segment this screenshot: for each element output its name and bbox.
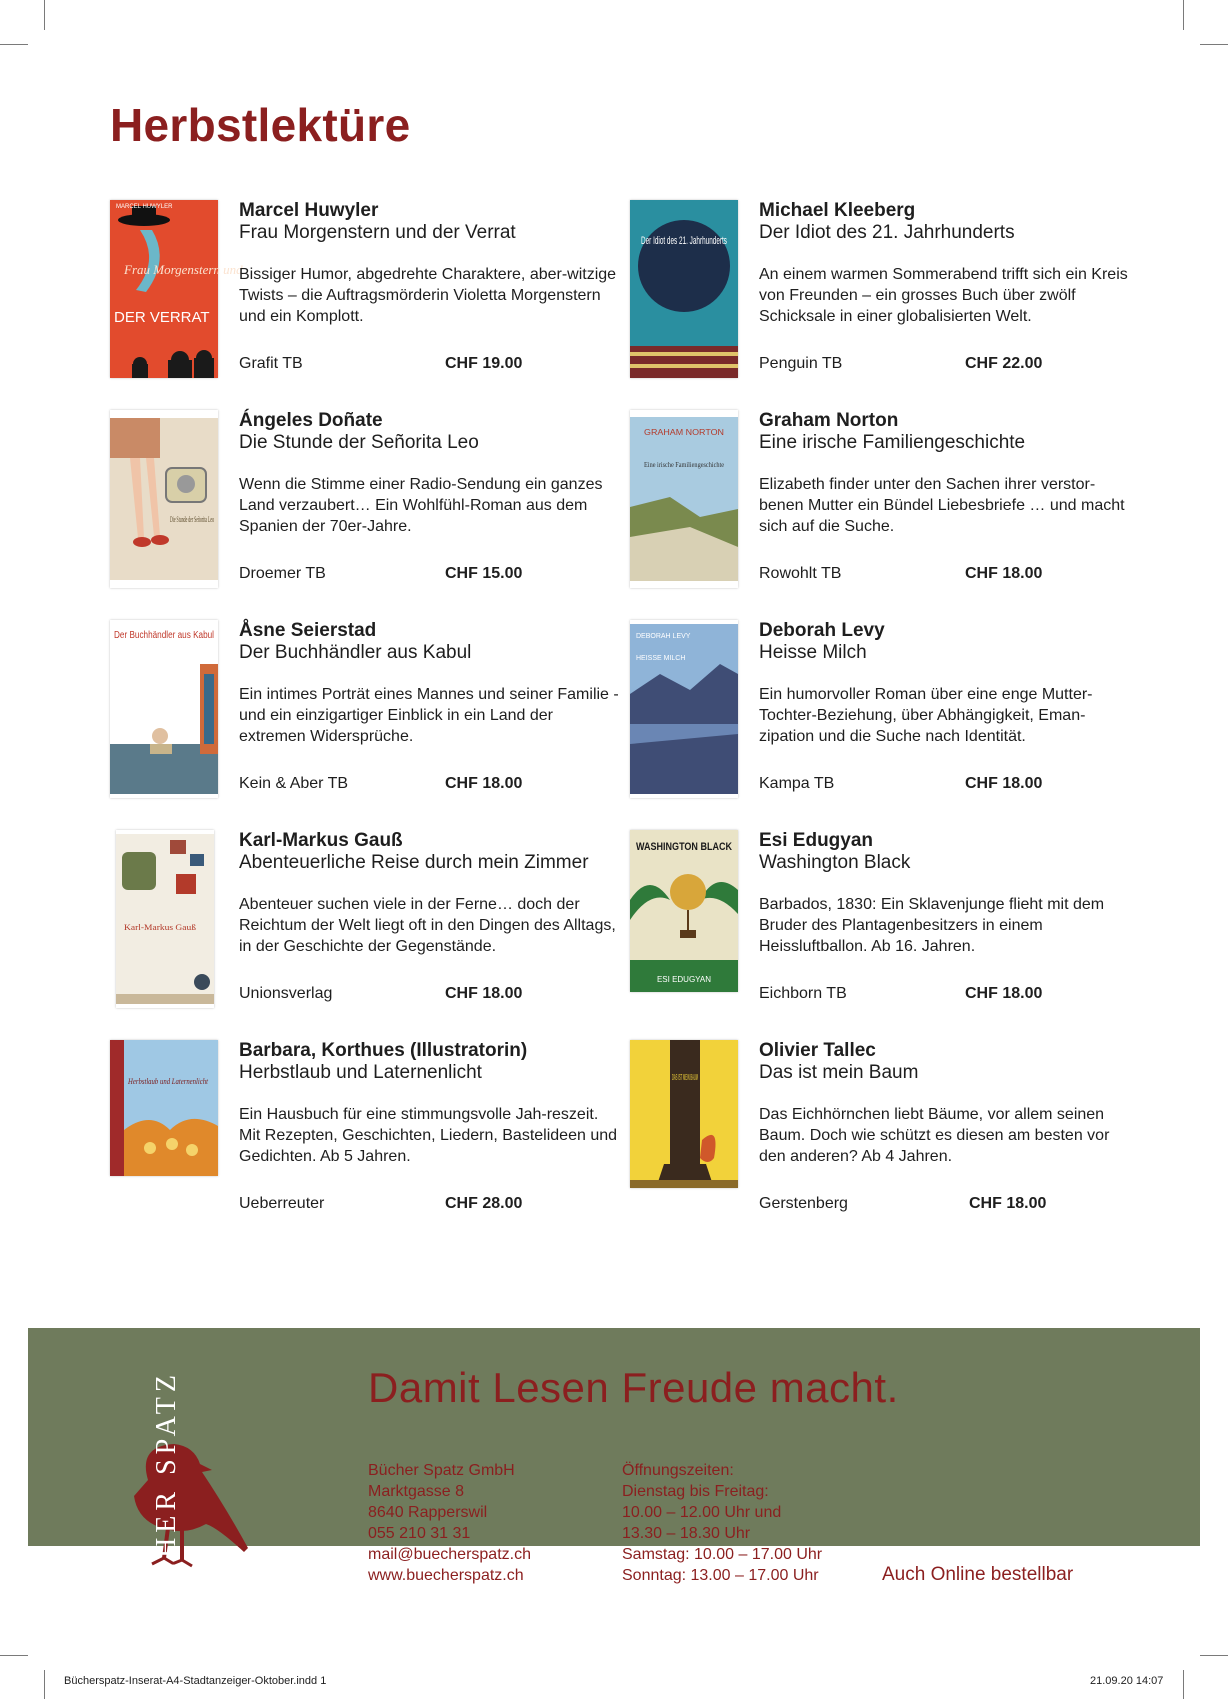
book-author: Esi Edugyan: [759, 830, 874, 851]
footer-panel: [28, 1328, 1200, 1585]
page-title: Herbstlektüre: [110, 99, 411, 151]
book-author: Michael Kleeberg: [759, 200, 916, 221]
book-title: Frau Morgenstern und der Verrat: [239, 222, 516, 243]
svg-text:Eine irische Familiengeschicht: Eine irische Familiengeschichte: [644, 461, 724, 469]
book-cover: [110, 1040, 218, 1176]
book-cover: [110, 200, 243, 378]
cover-illustration: [630, 200, 738, 378]
book-price: CHF 18.00: [969, 1195, 1047, 1212]
crop-mark: [0, 44, 28, 45]
book-description: Ein humorvoller Roman über eine enge Mutter-Tochter-Beziehung, über Abhängigkeit, Eman-zipation und die Suche nach Identität.: [759, 686, 1093, 745]
online-order-note: Auch Online bestellbar: [882, 1564, 1074, 1585]
book-price: CHF 18.00: [445, 775, 523, 792]
book-description: Abenteuer suchen viele in der Ferne… doch der Reichtum der Welt liegt oft in den Dingen des Alltags, in der Geschichte der Gegenstände.: [239, 896, 616, 955]
book-price: CHF 15.00: [445, 565, 523, 582]
book-cover: [630, 620, 738, 798]
print-slug-date: 21.09.20 14:07: [1090, 1675, 1164, 1687]
book-entry: [110, 1040, 630, 1230]
cover-illustration: [110, 1040, 218, 1176]
opening-hours: [622, 1460, 822, 1586]
book-title: Washington Black: [759, 852, 911, 873]
svg-text:Die Stunde der Señorita Leo: Die Stunde der Señorita Leo: [170, 515, 214, 524]
book-entry: [630, 410, 1150, 600]
book-author: Karl-Markus Gauß: [239, 830, 403, 851]
crop-mark: [1183, 1670, 1184, 1699]
svg-text:DER VERRAT: DER VERRAT: [114, 309, 210, 326]
svg-text:MARCEL HUWYLER: MARCEL HUWYLER: [116, 204, 173, 210]
book-cover: [110, 620, 218, 798]
address-line: Bücher Spatz GmbH: [368, 1462, 515, 1479]
book-title: Heisse Milch: [759, 642, 867, 663]
book-publisher: Unionsverlag: [239, 985, 333, 1002]
svg-text:Der Idiot des 21. Jahrhunderts: Der Idiot des 21. Jahrhunderts: [641, 235, 728, 247]
book-publisher: Rowohlt TB: [759, 565, 842, 582]
book-price: CHF 18.00: [965, 565, 1043, 582]
book-author: Graham Norton: [759, 410, 899, 431]
cover-illustration: [630, 830, 738, 992]
book-entry: [630, 620, 1150, 810]
print-slug-file: Bücherspatz-Inserat-A4-Stadtanzeiger-Oktober.indd 1: [64, 1675, 327, 1687]
book-entry: [110, 410, 630, 600]
cover-illustration: [630, 620, 738, 798]
book-description: Ein intimes Porträt eines Mannes und seiner Familie - und ein einzigartiger Einblick in ein Land der extremen Widersprüche.: [239, 686, 619, 745]
book-publisher: Droemer TB: [239, 565, 326, 582]
hours-line: 13.30 – 18.30 Uhr: [622, 1525, 751, 1542]
email-link[interactable]: mail@buecherspatz.ch: [368, 1546, 531, 1563]
book-cover: [630, 410, 738, 588]
book-author: Barbara, Korthues (Illustratorin): [239, 1040, 528, 1061]
book-publisher: Kein & Aber TB: [239, 775, 349, 792]
website-link[interactable]: www.buecherspatz.ch: [368, 1567, 524, 1584]
book-description: Wenn die Stimme einer Radio-Sendung ein ganzes Land verzaubert… Ein Wohlfühl-Roman aus dem Spanien der 70er-Jahre.: [239, 476, 603, 535]
book-title: Herbstlaub und Laternenlicht: [239, 1062, 482, 1083]
book-cover: [110, 410, 218, 588]
book-publisher: Grafit TB: [239, 355, 303, 372]
svg-text:WASHINGTON BLACK: WASHINGTON BLACK: [636, 841, 733, 853]
cover-illustration: [630, 410, 738, 588]
book-description: Ein Hausbuch für eine stimmungsvolle Jah-reszeit. Mit Rezepten, Geschichten, Liedern, Bastelideen und Gedichten. Ab 5 Jahren.: [239, 1106, 618, 1165]
cover-illustration: [116, 830, 214, 1008]
svg-text:Herbstlaub und Laternenlicht: Herbstlaub und Laternenlicht: [127, 1077, 209, 1086]
book-author: Ángeles Doñate: [239, 410, 383, 431]
book-author: Marcel Huwyler: [239, 200, 379, 221]
phone-number: 055 210 31 31: [368, 1525, 471, 1542]
book-entry: [630, 830, 1150, 1020]
book-publisher: Gerstenberg: [759, 1195, 848, 1212]
book-title: Der Idiot des 21. Jahrhunderts: [759, 222, 1015, 243]
svg-text:ESI EDUGYAN: ESI EDUGYAN: [656, 975, 712, 984]
book-description: Barbados, 1830: Ein Sklavenjunge flieht mit dem Bruder des Plantagenbesitzers in einem Heissluftballon. Ab 16. Jahren.: [759, 896, 1105, 955]
crop-mark: [1200, 1655, 1228, 1656]
book-cover: [116, 830, 214, 1008]
book-price: CHF 18.00: [445, 985, 523, 1002]
book-publisher: Eichborn TB: [759, 985, 847, 1002]
book-publisher: Ueberreuter: [239, 1195, 325, 1212]
cover-illustration: [110, 200, 243, 378]
crop-mark: [0, 1655, 28, 1656]
hours-line: Samstag: 10.00 – 17.00 Uhr: [622, 1546, 823, 1563]
book-price: CHF 28.00: [445, 1195, 523, 1212]
book-title: Eine irische Familiengeschichte: [759, 432, 1026, 453]
cover-illustration: [110, 410, 218, 588]
book-publisher: Penguin TB: [759, 355, 843, 372]
book-entry: [110, 830, 630, 1020]
book-author: Olivier Tallec: [759, 1040, 876, 1061]
book-price: CHF 19.00: [445, 355, 523, 372]
logo-wordmark: BÜCHER SPATZ: [151, 1370, 182, 1631]
svg-text:Frau Morgenstern und: Frau Morgenstern und: [124, 262, 243, 277]
book-publisher: Kampa TB: [759, 775, 835, 792]
book-entry: [630, 1040, 1150, 1230]
footer-slogan: Damit Lesen Freude macht.: [368, 1364, 899, 1411]
book-title: Die Stunde der Señorita Leo: [239, 432, 479, 453]
store-address: [368, 1460, 531, 1586]
crop-mark: [44, 0, 45, 30]
book-description: Das Eichhörnchen liebt Bäume, vor allem seinen Baum. Doch wie schützt es diesen am besten vor den anderen? Ab 4 Jahren.: [759, 1106, 1110, 1165]
svg-text:GRAHAM NORTON: GRAHAM NORTON: [644, 428, 725, 437]
book-title: Der Buchhändler aus Kabul: [239, 642, 472, 663]
hours-line: 10.00 – 12.00 Uhr und: [622, 1504, 782, 1521]
crop-mark: [44, 1670, 45, 1699]
hours-line: Sonntag: 13.00 – 17.00 Uhr: [622, 1567, 819, 1584]
svg-text:DAS IST MEIN BAUM: DAS IST MEIN BAUM: [672, 1073, 699, 1082]
hours-line: Dienstag bis Freitag:: [622, 1483, 769, 1500]
svg-text:Karl-Markus Gauß: Karl-Markus Gauß: [124, 923, 196, 932]
address-line: 8640 Rapperswil: [368, 1504, 488, 1521]
cover-illustration: [110, 620, 218, 798]
book-title: Abenteuerliche Reise durch mein Zimmer: [239, 852, 589, 873]
book-author: Deborah Levy: [759, 620, 885, 641]
book-cover: [630, 1040, 738, 1188]
svg-text:DEBORAH LEVY: DEBORAH LEVY: [636, 633, 691, 640]
book-price: CHF 18.00: [965, 985, 1043, 1002]
book-entry: [630, 200, 1150, 390]
book-price: CHF 18.00: [965, 775, 1043, 792]
svg-text:HEISSE MILCH: HEISSE MILCH: [636, 655, 686, 662]
crop-mark: [1200, 44, 1228, 45]
book-description: Elizabeth finder unter den Sachen ihrer verstor-benen Mutter ein Bündel Liebesbriefe … und macht sich auf die Suche.: [759, 476, 1125, 535]
svg-text:Der Buchhändler aus Kabul: Der Buchhändler aus Kabul: [114, 630, 214, 641]
book-entry: [110, 620, 630, 810]
hours-line: Öffnungszeiten:: [622, 1462, 734, 1479]
book-description: Bissiger Humor, abgedrehte Charaktere, aber-witzige Twists – die Auftragsmörderin Violetta Morgenstern und ein Komplott.: [239, 266, 617, 325]
book-entry: [110, 200, 630, 390]
book-description: An einem warmen Sommerabend trifft sich ein Kreis von Freunden – ein grosses Buch über zwölf Schicksale in einer globalisierten Welt.: [759, 266, 1128, 325]
book-author: Åsne Seierstad: [239, 620, 377, 641]
book-title: Das ist mein Baum: [759, 1062, 919, 1083]
book-cover: [630, 200, 738, 378]
crop-mark: [1183, 0, 1184, 30]
book-price: CHF 22.00: [965, 355, 1043, 372]
address-line: Marktgasse 8: [368, 1483, 465, 1500]
cover-illustration: [630, 1040, 738, 1188]
book-cover: [630, 830, 738, 992]
